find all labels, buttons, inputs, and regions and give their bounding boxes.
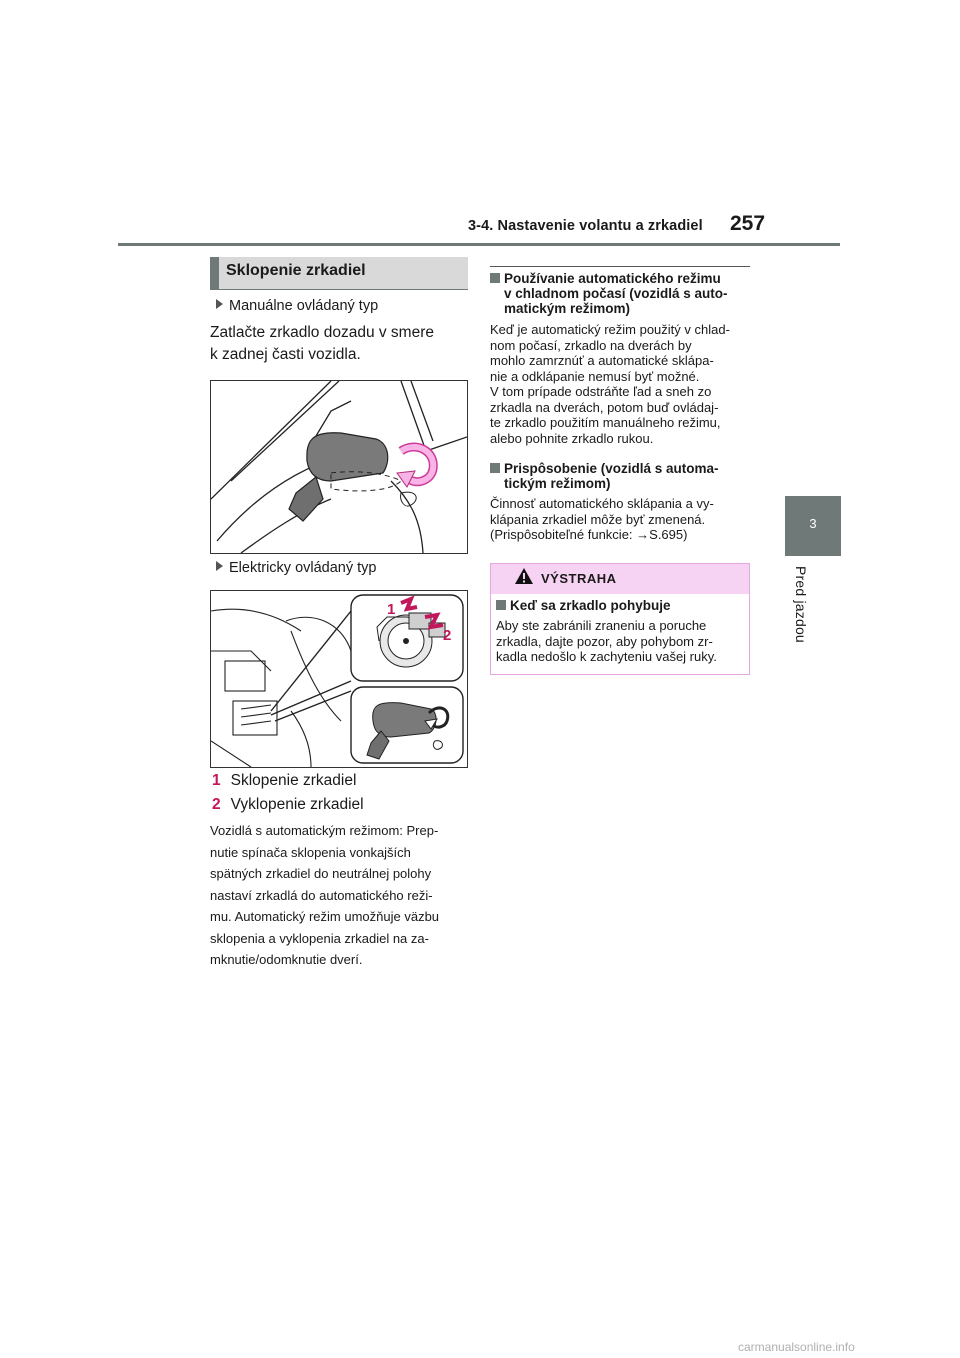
chapter-number: 3 [809,516,817,531]
electric-mirror-figure [210,590,468,768]
chapter-label: Pred jazdou [793,566,809,643]
section-title: 3-4. Nastavenie volantu a zrkadiel [468,218,703,234]
cold-weather-body: Keď je automatický režim použitý v chlad- nom počasí, zrkadlo na dverách by mohlo zamrznúť a automatické sklápa- nie a odklápanie nemusí byť možné. V tom prípade odstráňte ľad a sneh zo zrkadla na dverách, potom buď ovládaj- te zrkadlo použitím manuálneho režimu, alebo pohnite zrkadlo rukou. [490,322,730,446]
square-bullet-icon [490,273,500,283]
numbered-item-1: 1 Sklopenie zrkadiel [212,772,357,789]
section-heading: Sklopenie zrkadiel [226,262,366,279]
manual-instruction: Zatlačte zrkadlo dozadu v smere k zadnej časti vozidla. [210,324,434,363]
square-bullet-icon [496,600,506,610]
customize-heading: Prispôsobenie (vozidlá s automa- tickým režimom) [490,461,752,491]
page-number: 257 [730,212,766,235]
manual-type-label: Manuálne ovládaný typ [216,298,378,314]
electric-type-label: Elektricky ovládaný typ [216,560,376,576]
warning-triangle-icon [514,567,534,585]
callout-2-label: 2 [443,627,452,644]
triangle-bullet-icon [216,299,223,309]
cold-weather-heading: Používanie automatického režimu v chladnom počasí (vozidlá s auto- matickým režimom) [490,271,752,316]
section-heading-rule [210,289,468,290]
electric-mirror-illustration [211,591,467,767]
manual-mirror-figure [210,380,468,554]
warning-subheading: Keď sa zrkadlo pohybuje [496,598,671,613]
auto-mode-paragraph: Vozidlá s automatickým režimom: Prep- nutie spínača sklopenia vonkajších spätných zrkadiel do neutrálnej polohy nastaví zrkadlá do automatického reži- mu. Automatický režim umožňuje väzbu sklopenia a vyklopenia zrkadiel na za- mknutie/odomknutie dverí. [210,823,440,967]
triangle-bullet-icon [216,561,223,571]
warning-title: VÝSTRAHA [541,571,617,586]
callout-1-label: 1 [387,601,396,618]
right-column-rule [490,266,750,267]
square-bullet-icon [490,463,500,473]
header-divider [118,243,840,246]
warning-body: Aby ste zabránili zraneniu a poruche zrkadla, dajte pozor, aby pohybom zr- kadla nedošlo k zachyteniu vašej ruky. [496,618,717,664]
numbered-item-2: 2 Vyklopenie zrkadiel [212,796,364,813]
manual-mirror-illustration [211,381,467,553]
customize-body: Činnosť automatického sklápania a vy- klápania zrkadiel môže byť zmenená. (Prispôsobiteľné funkcie: →S.695) [490,496,714,542]
watermark: carmanualsonline.info [738,1340,855,1354]
